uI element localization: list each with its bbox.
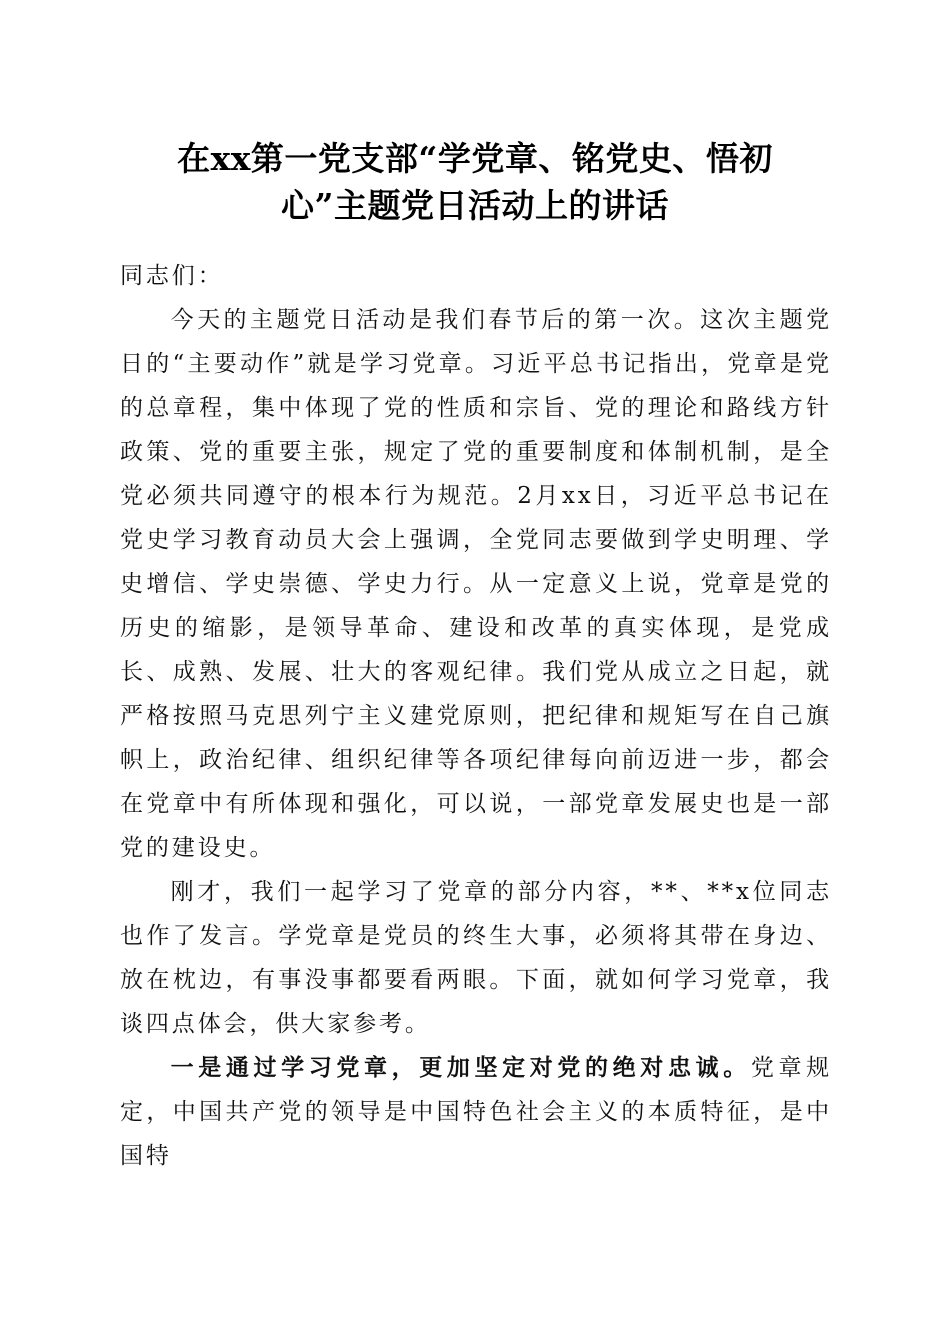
paragraph-3 [120, 1046, 832, 1178]
salutation: 同志们： [120, 263, 224, 289]
title-line-2: 心”主题党日活动上的讲话 [281, 186, 669, 225]
paragraph-2: 刚才，我们一起学习了党章的部分内容，**、**x位同志也作了发言。学党章是党员的终生大事，必须将其带在身边、放在枕边，有事没事都要看两眼。下面，就如何学习党章，我谈四点体会，供大家参考。 [120, 879, 832, 1037]
title-line-1: 在xx第一党支部“学党章、铭党史、悟初 [177, 139, 773, 178]
point-1-heading: 一是通过学习党章，更加坚定对党的绝对忠诚。 [170, 1054, 751, 1081]
page-title [120, 135, 830, 229]
document-body [120, 254, 832, 1178]
paragraph-1: 今天的主题党日活动是我们春节后的第一次。这次主题党日的“主要动作”就是学习党章。习近平总书记指出，党章是党的总章程，集中体现了党的性质和宗旨、党的理论和路线方针政策、党的重要主张，规定了党的重要制度和体制机制，是全党必须共同遵守的根本行为规范。2月xx日，习近平总书记在党史学习教育动员大会上强调，全党同志要做到学史明理、学史增信、学史崇德、学史力行。从一定意义上说，党章是党的历史的缩影，是领导革命、建设和改革的真实体现，是党成长、成熟、发展、壮大的客观纪律。我们党从成立之日起，就严格按照马克思列宁主义建党原则，把纪律和规矩写在自己旗帜上，政治纪律、组织纪律等各项纪律每向前迈进一步，都会在党章中有所体现和强化，可以说，一部党章发展史也是一部党的建设史。 [120, 307, 832, 861]
point-1-text: 党章规定，中国共产党的领导是中国特色社会主义的本质特征，是中国特 [120, 1055, 833, 1169]
